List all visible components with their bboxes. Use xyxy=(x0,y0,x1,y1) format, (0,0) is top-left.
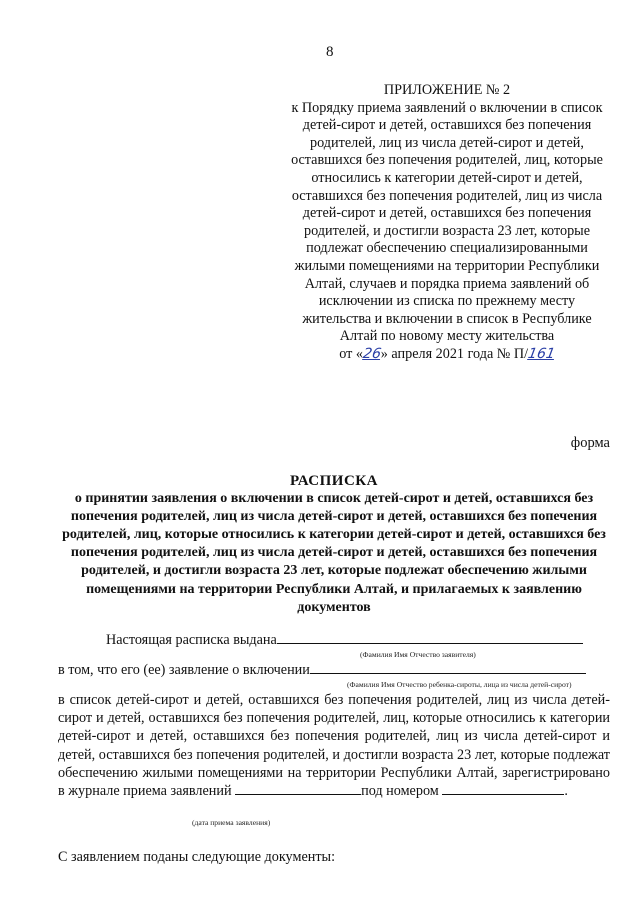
annex-title: ПРИЛОЖЕНИЕ № 2 xyxy=(383,82,511,98)
form-label: форма xyxy=(570,435,610,451)
receipt-title-block xyxy=(58,472,610,617)
statement-line xyxy=(58,661,610,679)
date-caption: (дата приема заявления) xyxy=(192,818,271,827)
number-label: под номером xyxy=(361,783,439,800)
handwritten-number: 161 xyxy=(526,345,557,362)
annex-text: к Порядку приема заявлений о включении в список детей-сирот и детей, оставшихся без попечения родителей, лиц из числа детей-сирот и детей, оставшихся без попечения родителей, лиц, которые относились к категории детей-сирот и детей, оставшихся без попечения родителей, лиц из числа детей-сирот и детей, оставшихся без попечения родителей, и достигли возраста 23 лет, которые подлежат обеспечению специализированными жилыми помещениями на территории Республики Алтай, случаев и порядка приема заявлений об исключении из списка по прежнему месту жительства и включении в список в Республике Алтай по новому месту жительства xyxy=(291,99,603,345)
issued-to-line xyxy=(58,631,610,649)
receipt-subheading: о принятии заявления о включении в список детей-сирот и детей, оставшихся без попечения родителей, лиц из числа детей-сирот и детей, оставшихся без попечения родителей, лиц, которые относились к категории детей-сирот и детей, оставшихся без попечения родителей, лиц из числа детей-сирот и детей, оставшихся без попечения родителей, и достигли возраста 23 лет, которые подлежат обеспечению жилыми помещениями на территории Республики Алтай, и прилагаемых к заявлению документов xyxy=(62,491,606,615)
issued-to-label: Настоящая расписка выдана xyxy=(106,632,277,648)
registration-number-field[interactable] xyxy=(442,782,564,795)
receipt-heading: РАСПИСКА xyxy=(289,473,379,489)
child-name-field[interactable] xyxy=(310,661,586,674)
page-number: 8 xyxy=(326,44,334,60)
annex-block xyxy=(286,82,608,364)
registration-date-field[interactable] xyxy=(235,782,361,795)
paragraph-text: в список детей-сирот и детей, оставшихся без попечения родителей, лиц из числа детей-сирот и детей, оставшихся без попечения родителей, лиц, которые относились к категории детей-сирот и детей, оставшихся без попечения родителей, лиц из числа детей-сирот и детей, оставшихся без попечения родителей, и достигли возраста 23 лет, которые подлежат обеспечению жилыми помещениями на территории Республики Алтай, зарегистрировано в журнале приема заявлений xyxy=(58,692,610,800)
handwritten-day: 26 xyxy=(361,345,383,362)
statement-label: в том, что его (ее) заявление о включении xyxy=(58,662,310,678)
child-caption: (Фамилия Имя Отчество ребенка-сироты, лица из числа детей-сирот) xyxy=(347,680,572,689)
date-middle: » апреля 2021 года № П/ xyxy=(380,345,529,362)
date-prefix: от « xyxy=(339,345,363,362)
body-paragraph: в список детей-сирот и детей, оставшихся без попечения родителей, лиц из числа детей-сирот и детей, оставшихся без попечения родителей, лиц, которые относились к категории детей-сирот и детей, оставшихся без попечения родителей, лиц из числа детей-сирот и детей, оставшихся без попечения родителей, и достигли возраста 23 лет, которые подлежат обеспечению жилыми помещениями на территории Республики Алтай, зарегистрировано в журнале приема заявлений под номером . xyxy=(58,692,610,800)
applicant-caption: (Фамилия Имя Отчество заявителя) xyxy=(360,650,476,659)
annex-date-line xyxy=(286,346,608,364)
documents-label: С заявлением поданы следующие документы: xyxy=(58,849,336,865)
applicant-name-field[interactable] xyxy=(277,631,583,644)
